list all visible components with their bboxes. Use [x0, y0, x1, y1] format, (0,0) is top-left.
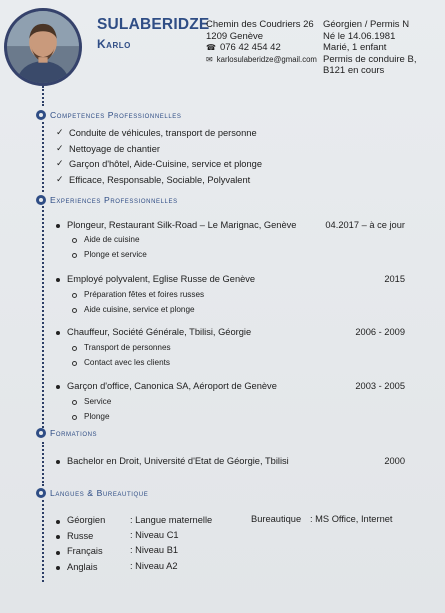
- phone-number: 076 42 454 42: [219, 42, 281, 54]
- experience-date: 2006 - 2009: [355, 327, 405, 337]
- language-level: : Langue maternelle: [130, 515, 213, 525]
- email-address: karlosulaberidze@gmail.com: [216, 54, 317, 64]
- phone-icon: ☎: [206, 43, 216, 53]
- timeline-dots: [42, 500, 44, 582]
- experience-date: 2003 - 2005: [355, 381, 405, 391]
- sub-bullet-icon: [72, 415, 77, 420]
- experience-task: Transport de personnes: [84, 343, 171, 352]
- section-title-competences: Competences Professionnelles: [36, 110, 181, 120]
- license-line-2: B121 en cours: [323, 65, 385, 77]
- email-line: [206, 54, 317, 66]
- language-level: : Niveau B1: [130, 545, 179, 555]
- experience-title: Chauffeur, Société Générale, Tbilisi, Géorgie: [67, 327, 252, 337]
- bullet-icon: [56, 331, 60, 335]
- experience-task: Plonge et service: [84, 250, 147, 259]
- language-name: Russe: [67, 531, 94, 541]
- language-name: Géorgien: [67, 515, 106, 525]
- family-status: Marié, 1 enfant: [323, 42, 387, 54]
- competence-item: Nettoyage de chantier: [69, 144, 160, 154]
- experience-date: 04.2017 – à ce jour: [325, 220, 405, 230]
- bullet-icon: [56, 385, 60, 389]
- bullet-icon: [56, 460, 60, 464]
- check-icon: ✓: [56, 158, 64, 168]
- experience-task: Service: [84, 397, 112, 406]
- profile-photo: [4, 8, 82, 86]
- bullet-icon: [56, 566, 60, 570]
- section-title-experiences: Experiences Professionnelles: [36, 195, 178, 205]
- contact-block: [206, 19, 317, 65]
- sub-bullet-icon: [72, 361, 77, 366]
- sub-bullet-icon: [72, 400, 77, 405]
- experience-task: Préparation fêtes et foires russes: [84, 290, 205, 299]
- bullet-icon: [56, 520, 60, 524]
- experience-title: Employé polyvalent, Eglise Russe de Genève: [67, 274, 256, 284]
- last-name: SULABERIDZE: [97, 16, 210, 33]
- competence-item: Garçon d'hôtel, Aide-Cuisine, service et plonge: [69, 159, 262, 169]
- sub-bullet-icon: [72, 308, 77, 313]
- birth-date: Né le 14.06.1981: [323, 30, 396, 42]
- experience-title: Plongeur, Restaurant Silk-Road – Le Marignac, Genève: [67, 220, 297, 230]
- experience-task: Aide cuisine, service et plonge: [84, 305, 195, 314]
- address-line-1: Chemin des Coudriers 26: [206, 19, 314, 30]
- bureautique-label: Bureautique: [251, 514, 302, 524]
- sub-bullet-icon: [72, 293, 77, 298]
- experience-title: Garçon d'office, Canonica SA, Aéroport de Genève: [67, 381, 277, 391]
- sub-bullet-icon: [72, 238, 77, 243]
- section-bullet-icon: [36, 488, 46, 498]
- formation-title: Bachelor en Droit, Université d'Etat de Géorgie, Tbilisi: [67, 456, 289, 466]
- phone-line: [206, 42, 317, 54]
- bullet-icon: [56, 224, 60, 228]
- language-name: Anglais: [67, 562, 98, 572]
- experience-task: Contact avec les clients: [84, 358, 171, 367]
- timeline-dots: [42, 206, 44, 428]
- experience-task: Plonge: [84, 412, 110, 421]
- address-line-2: 1209 Genève: [206, 30, 264, 42]
- personal-info: [323, 19, 416, 77]
- experience-date: 2015: [384, 274, 405, 284]
- section-title-formations: Formations: [36, 428, 97, 438]
- first-name: Karlo: [97, 37, 131, 51]
- language-name: Français: [67, 546, 103, 556]
- section-bullet-icon: [36, 195, 46, 205]
- timeline-dots: [42, 122, 44, 192]
- sub-bullet-icon: [72, 253, 77, 258]
- language-level: : Niveau A2: [130, 561, 178, 571]
- bullet-icon: [56, 535, 60, 539]
- nationality: Géorgien / Permis N: [323, 19, 410, 30]
- bullet-icon: [56, 551, 60, 555]
- license-line-1: Permis de conduire B,: [323, 53, 417, 65]
- section-title-langues: Langues & Bureautique: [36, 488, 148, 498]
- check-icon: ✓: [56, 143, 64, 153]
- section-bullet-icon: [36, 428, 46, 438]
- experience-task: Aide de cuisine: [84, 235, 140, 244]
- timeline-dots: [42, 442, 44, 486]
- check-icon: ✓: [56, 127, 64, 137]
- timeline-dots: [42, 86, 44, 106]
- bureautique-value: : MS Office, Internet: [310, 514, 393, 524]
- check-icon: ✓: [56, 174, 64, 184]
- formation-date: 2000: [384, 456, 405, 466]
- section-bullet-icon: [36, 110, 46, 120]
- sub-bullet-icon: [72, 346, 77, 351]
- bullet-icon: [56, 278, 60, 282]
- competence-item: Conduite de véhicules, transport de personne: [69, 128, 257, 138]
- competence-item: Efficace, Responsable, Sociable, Polyvalent: [69, 175, 251, 185]
- mail-icon: ✉: [206, 54, 213, 64]
- language-level: : Niveau C1: [130, 530, 179, 540]
